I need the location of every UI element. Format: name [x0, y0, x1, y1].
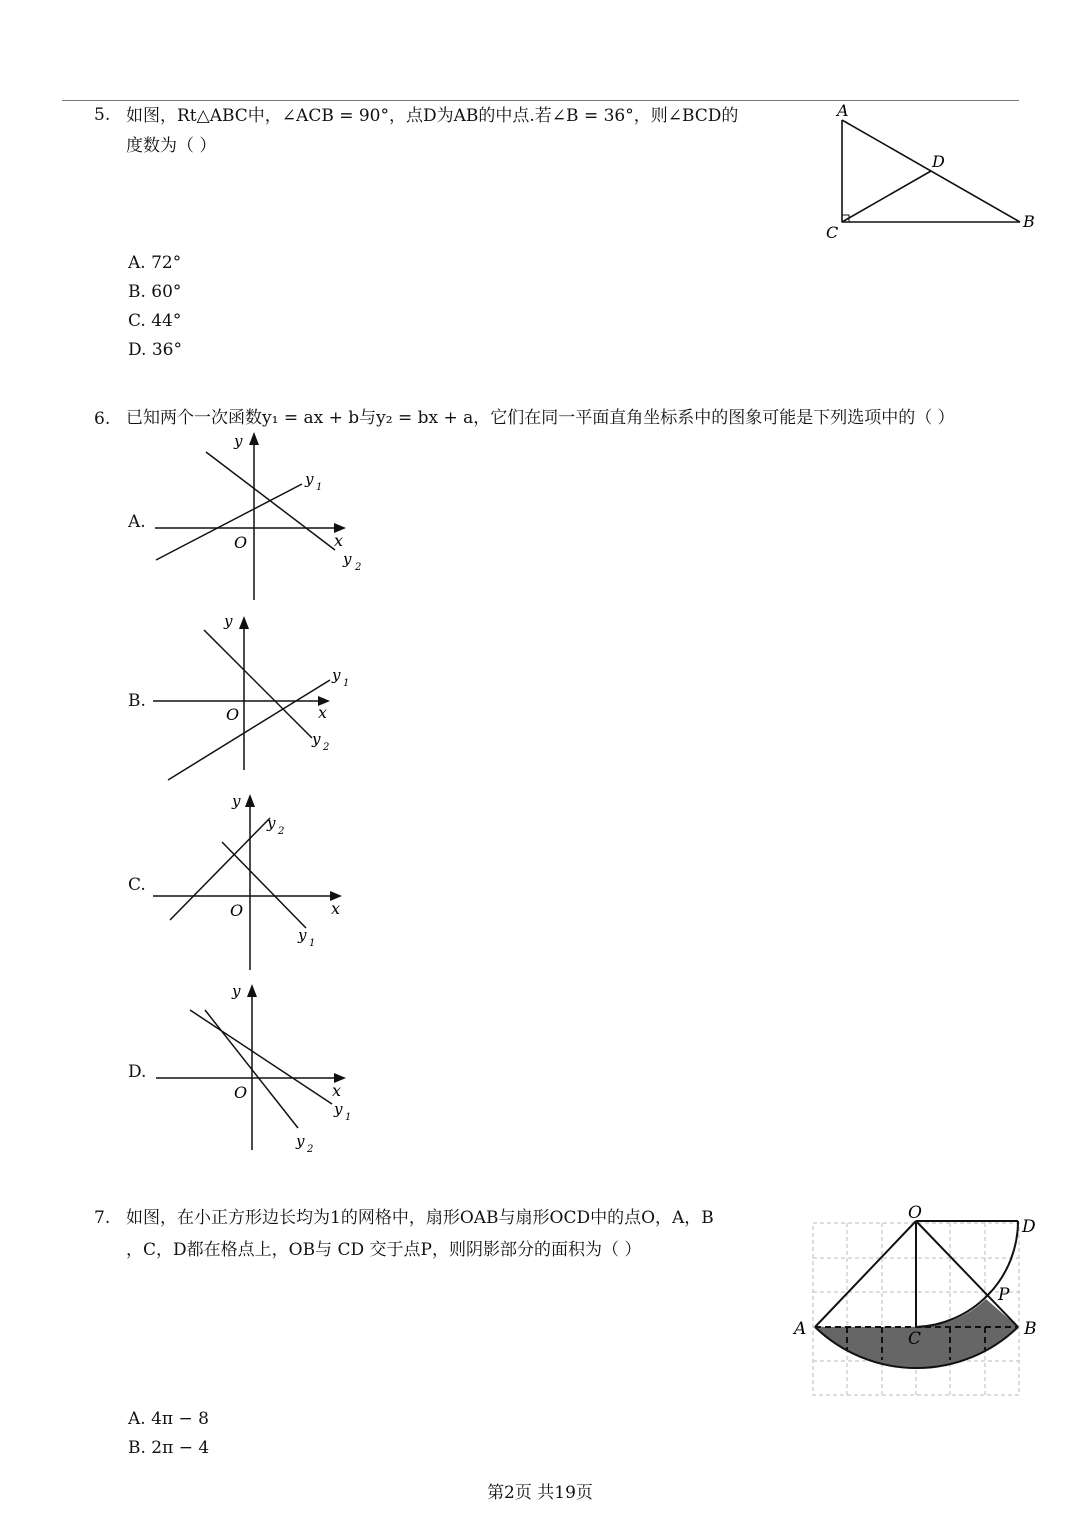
q7-stem — [126, 1202, 714, 1266]
q5-label-c: C — [826, 223, 839, 242]
y-label: y — [232, 792, 241, 810]
q7-option-b[interactable]: B. 2π − 4 — [128, 1438, 210, 1458]
y-arrow — [245, 794, 255, 807]
q7-radius-oa — [815, 1221, 916, 1327]
q5-median-cd — [842, 171, 931, 222]
q6-graph-d[interactable] — [150, 980, 380, 1155]
y1-label: y — [332, 666, 341, 684]
origin-label: O — [226, 705, 240, 724]
q5-label-d: D — [932, 152, 945, 171]
line-y2 — [206, 452, 335, 550]
y2-label: y — [296, 1132, 305, 1150]
q5-triangle-figure — [820, 100, 1050, 245]
y-label: y — [234, 432, 243, 450]
origin-label: O — [234, 1083, 248, 1102]
q6-option-d-label[interactable]: D. — [128, 1062, 147, 1082]
q5-option-b[interactable]: B. 60° — [128, 282, 182, 302]
q6-graph-b[interactable] — [150, 610, 380, 785]
y-arrow — [247, 984, 257, 997]
line-y2 — [204, 630, 312, 738]
q7-label-p: P — [998, 1285, 1010, 1305]
q6-stem: 已知两个一次函数y₁ = ax + b与y₂ = bx + a，它们在同一平面直角坐标系中的图象可能是下列选项中的（ ） — [126, 408, 955, 428]
q7-label-d: D — [1022, 1217, 1036, 1237]
q5-label-b: B — [1023, 212, 1035, 231]
page-footer: 第2页 共19页 — [487, 1483, 593, 1503]
line-y1 — [190, 1010, 332, 1104]
q5-option-a[interactable]: A. 72° — [128, 253, 182, 273]
y2-label: y — [312, 730, 321, 748]
q7-option-a[interactable]: A. 4π − 8 — [128, 1409, 209, 1429]
q5-option-c[interactable]: C. 44° — [128, 311, 182, 331]
y2-subscript: 2 — [323, 742, 330, 753]
q7-stem-line2: ，C，D都在格点上，OB与 CD 交于点P，则阴影部分的面积为（ ） — [126, 1240, 642, 1260]
origin-label: O — [230, 901, 244, 920]
y1-subscript: 1 — [309, 938, 316, 949]
line-y1 — [168, 680, 330, 780]
y1-subscript: 1 — [316, 482, 323, 493]
y1-subscript: 1 — [343, 678, 350, 689]
q6-option-a-label[interactable]: A. — [128, 512, 146, 532]
y2-label: y — [267, 814, 276, 832]
q6-graph-a[interactable] — [150, 432, 380, 602]
x-label: x — [318, 703, 328, 722]
q5-label-a: A — [837, 101, 849, 120]
y-arrow — [249, 432, 259, 445]
y2-subscript: 2 — [355, 562, 362, 573]
q5-stem-line1: 如图，Rt△ABC中，∠ACB = 90°，点D为AB的中点.若∠B = 36°，则∠BCD的 — [126, 106, 739, 126]
q6-option-b-label[interactable]: B. — [128, 691, 146, 711]
q7-stem-line1: 如图，在小正方形边长均为1的网格中，扇形OAB与扇形OCD中的点O，A，B — [126, 1208, 714, 1228]
q5-stem-line2: 度数为（ ） — [126, 136, 217, 156]
y1-label: y — [305, 470, 314, 488]
y1-label: y — [334, 1100, 343, 1118]
q7-label-c: C — [908, 1329, 922, 1349]
x-label: x — [331, 899, 341, 918]
y-label: y — [232, 982, 241, 1000]
q7-sector-figure — [790, 1200, 1050, 1405]
y2-label: y — [343, 550, 352, 568]
y-arrow — [239, 616, 249, 629]
q7-number: 7. — [94, 1208, 111, 1228]
y2-subscript: 2 — [278, 826, 285, 837]
x-label: x — [334, 531, 344, 550]
q5-option-d[interactable]: D. 36° — [128, 340, 182, 360]
q6-option-c-label[interactable]: C. — [128, 875, 146, 895]
y1-label: y — [298, 926, 307, 944]
y1-subscript: 1 — [345, 1112, 352, 1123]
q6-graph-c[interactable] — [150, 790, 380, 970]
q7-label-b: B — [1024, 1319, 1037, 1339]
y-label: y — [224, 612, 233, 630]
origin-label: O — [234, 533, 248, 552]
line-y2 — [170, 818, 270, 920]
q7-label-a: A — [794, 1319, 807, 1339]
q6-number: 6. — [94, 409, 111, 429]
line-y1 — [156, 484, 302, 560]
q7-label-o: O — [908, 1203, 922, 1223]
x-label: x — [332, 1081, 342, 1100]
q5-number: 5. — [94, 105, 111, 125]
q5-stem — [126, 101, 738, 161]
y2-subscript: 2 — [307, 1144, 314, 1155]
